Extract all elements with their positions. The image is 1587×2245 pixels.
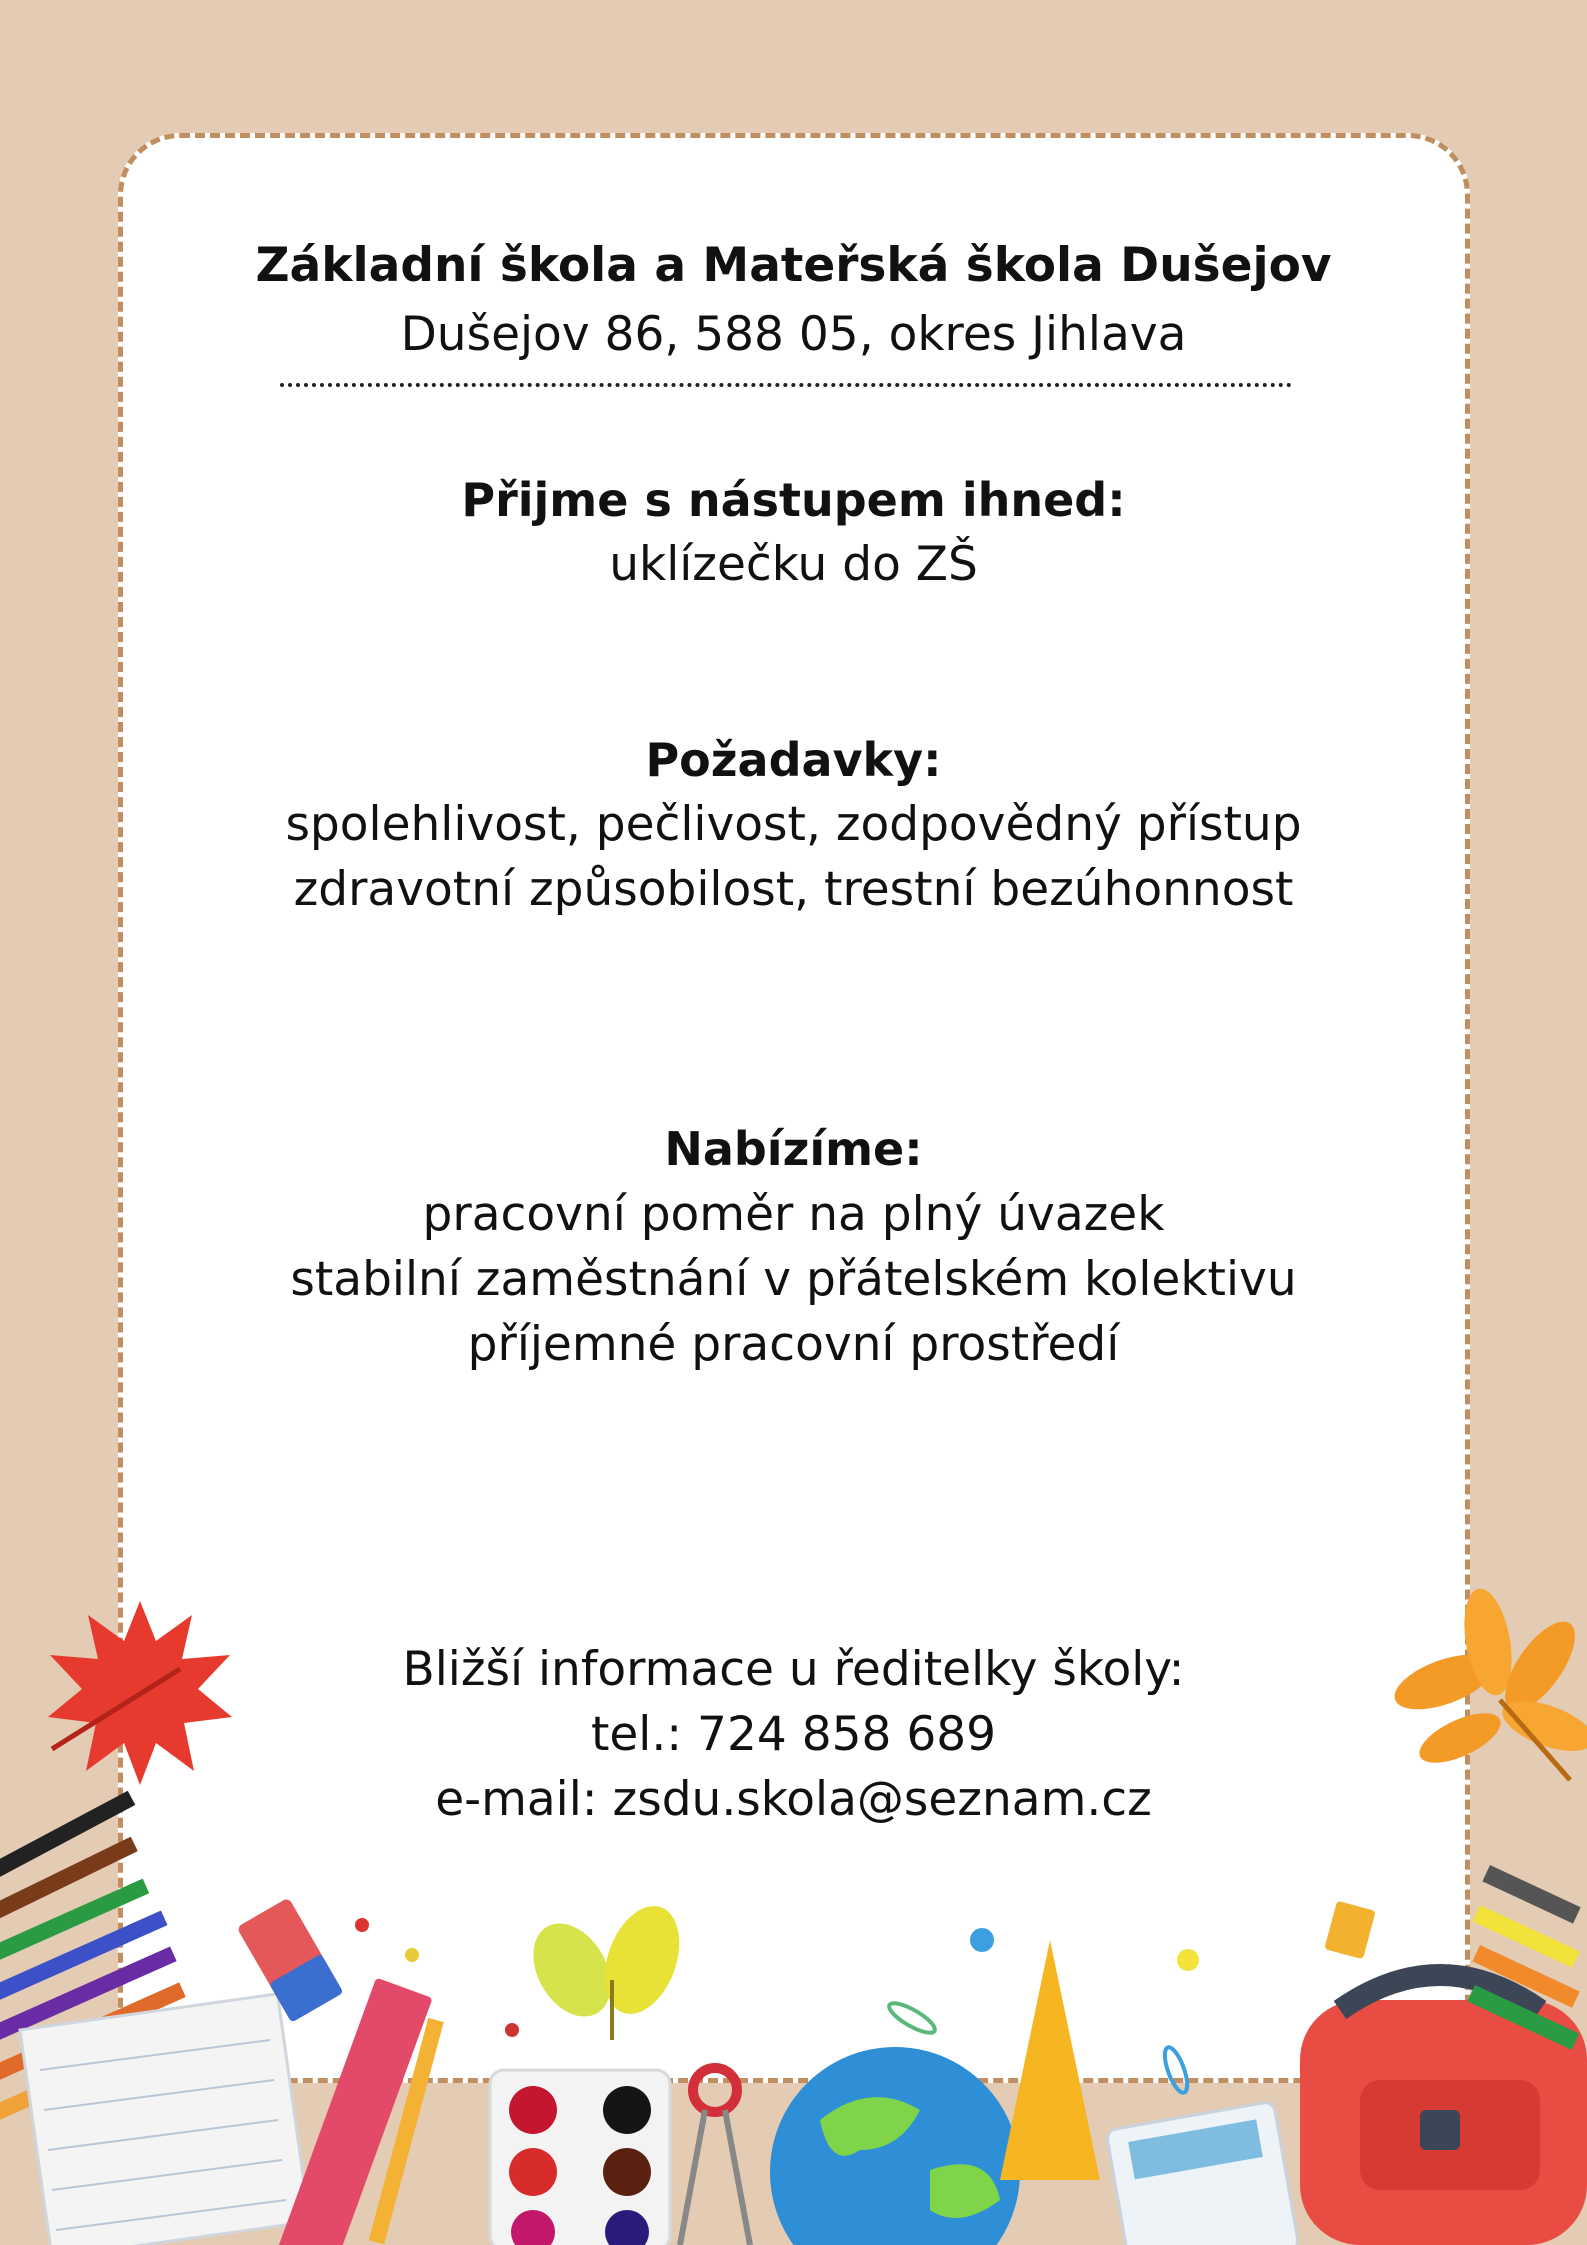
backpack-icon bbox=[1300, 1975, 1587, 2245]
globe-icon bbox=[770, 2047, 1020, 2245]
compass-icon bbox=[680, 2068, 750, 2245]
paint-palette-icon bbox=[490, 2070, 670, 2245]
school-address: Dušejov 86, 588 05, okres Jihlava bbox=[400, 307, 1187, 362]
binder-clip-icon bbox=[405, 1948, 419, 1962]
notebook-icon bbox=[20, 1994, 309, 2245]
leaf-icon bbox=[518, 1896, 694, 2040]
pushpin-icon bbox=[1177, 1949, 1199, 1971]
chestnut-leaf-icon bbox=[1388, 1585, 1587, 1780]
offer-heading: Nabízíme: bbox=[664, 1122, 923, 1176]
sharpener-icon bbox=[1324, 1901, 1376, 1960]
offer-item: pracovní poměr na plný úvazek bbox=[422, 1187, 1165, 1242]
requirement-item: zdravotní způsobilost, trestní bezúhonnost bbox=[293, 862, 1294, 917]
pushpin-icon bbox=[970, 1928, 994, 1952]
school-name: Základní škola a Mateřská škola Dušejov bbox=[255, 238, 1332, 293]
contact-phone: tel.: 724 858 689 bbox=[590, 1707, 997, 1762]
maple-leaf-icon bbox=[48, 1601, 232, 1785]
set-square-icon bbox=[1000, 1940, 1100, 2180]
binder-clip-icon bbox=[355, 1918, 369, 1932]
hiring-heading: Přijme s nástupem ihned: bbox=[461, 473, 1126, 527]
offer-item: stabilní zaměstnání v přátelském kolektivu bbox=[290, 1252, 1297, 1307]
requirement-item: spolehlivost, pečlivost, zodpovědný přístup bbox=[285, 797, 1302, 852]
paperclip-icon bbox=[885, 1998, 938, 2038]
calculator-icon bbox=[1106, 2101, 1299, 2245]
binder-clip-icon bbox=[505, 2023, 519, 2037]
hiring-position: uklízečku do ZŠ bbox=[609, 537, 978, 592]
contact-email: e-mail: zsdu.skola@seznam.cz bbox=[435, 1772, 1152, 1827]
offer-item: příjemné pracovní prostředí bbox=[467, 1317, 1120, 1372]
paperclip-icon bbox=[1160, 2045, 1191, 2096]
contact-intro: Bližší informace u ředitelky školy: bbox=[402, 1642, 1185, 1697]
requirements-heading: Požadavky: bbox=[645, 733, 942, 787]
